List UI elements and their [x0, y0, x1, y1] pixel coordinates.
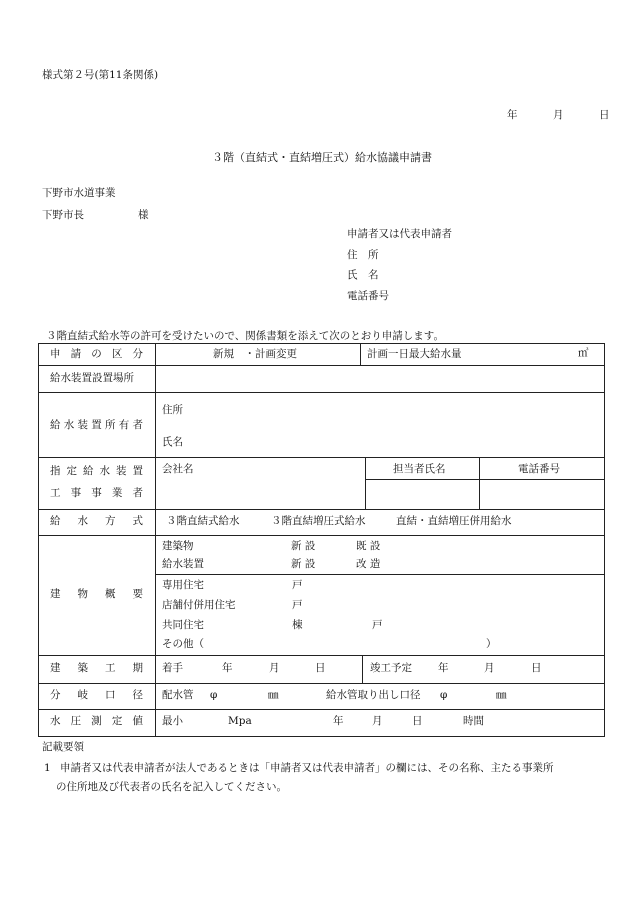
apartment-household-unit: 戸 — [372, 619, 383, 631]
private-house-label: 専用住宅 — [162, 579, 204, 591]
note-1-number: 1 — [44, 762, 51, 774]
supply-device-remodel: 改 造 — [356, 558, 381, 570]
label-char: の — [91, 348, 102, 360]
label-char: 事 — [91, 487, 102, 499]
label-char: 式 — [132, 515, 143, 527]
form-number: 様式第２号(第11条関係) — [42, 69, 159, 81]
label-contractor-1 — [50, 466, 143, 477]
private-house-unit: 戸 — [292, 579, 303, 591]
document-title: ３階（直結式・直結増圧式）給水協議申請書 — [212, 151, 432, 164]
label-char: 申 — [50, 348, 61, 360]
applicant-heading: 申請者又は代表申請者 — [347, 228, 452, 240]
label-char: 有 — [118, 419, 130, 431]
company-name-label: 会社名 — [162, 463, 194, 475]
other-label: その他（ — [162, 638, 204, 650]
date-month: 月 — [553, 109, 564, 121]
label-char: 工 — [105, 662, 116, 674]
date-day: 日 — [599, 109, 610, 121]
label-char: 定 — [66, 465, 77, 477]
label-char: 事 — [70, 487, 82, 499]
label-char: 築 — [77, 662, 88, 674]
date-year: 年 — [507, 109, 518, 121]
application-type-options: 新規 ・計画変更 — [213, 348, 297, 360]
note-1-line-2: の住所地及び代表者の氏名を記入してください。 — [56, 781, 287, 793]
building-existing: 既 設 — [356, 540, 381, 552]
label-char: 置 — [91, 419, 102, 431]
label-char: 値 — [132, 715, 143, 727]
label-char: 区 — [111, 348, 123, 360]
label-char: 装 — [116, 465, 127, 477]
label-char: 定 — [111, 715, 123, 727]
label-char: 岐 — [77, 689, 88, 701]
label-char: 口 — [105, 689, 116, 701]
contractor-phone-label: 電話番号 — [518, 463, 560, 475]
owner-name-label: 氏名 — [162, 436, 183, 448]
label-char: 給 — [50, 419, 61, 431]
label-char: 圧 — [70, 715, 82, 727]
label-char: 装 — [77, 419, 88, 431]
label-char: 物 — [77, 588, 88, 600]
start-month: 月 — [269, 662, 280, 674]
label-char: 者 — [132, 487, 143, 499]
distribution-main-phi: φ — [210, 689, 218, 701]
label-char: 者 — [132, 419, 143, 431]
label-char: 指 — [50, 465, 61, 477]
completion-month: 月 — [484, 662, 495, 674]
completion-label: 竣工予定 — [370, 662, 412, 674]
label-contractor-2 — [50, 488, 143, 499]
label-char: 水 — [99, 465, 110, 477]
label-char: 要 — [132, 588, 143, 600]
label-branch-diameter — [50, 690, 143, 701]
supply-option-combined: 直結・直結増圧併用給水 — [396, 515, 512, 527]
label-char: 工 — [50, 487, 61, 499]
label-char: 水 — [50, 715, 61, 727]
daily-max-supply-unit: ㎥ — [578, 347, 589, 359]
applicant-address-label: 住 所 — [347, 249, 379, 261]
label-application-type — [50, 349, 143, 360]
label-char: 概 — [105, 588, 116, 600]
applicant-name-label: 氏 名 — [347, 269, 379, 281]
label-construction-period — [50, 663, 143, 674]
shop-house-unit: 戸 — [292, 599, 303, 611]
service-pipe-mm: ㎜ — [496, 689, 507, 701]
label-supply-method — [50, 516, 143, 527]
label-char: 建 — [50, 588, 61, 600]
pressure-month: 月 — [372, 715, 383, 727]
label-char: 分 — [50, 689, 61, 701]
addressee-org: 下野市水道事業 — [42, 187, 116, 199]
label-char: 所 — [105, 419, 116, 431]
building-new: 新 設 — [291, 540, 316, 552]
label-char: 給 — [50, 515, 61, 527]
completion-day: 日 — [531, 662, 542, 674]
label-char: 請 — [70, 348, 82, 360]
distribution-main-label: 配水管 — [162, 689, 194, 701]
pressure-min-label: 最小 — [162, 715, 183, 727]
pressure-time: 時間 — [463, 715, 484, 727]
completion-year: 年 — [438, 662, 449, 674]
pressure-year: 年 — [333, 715, 344, 727]
label-char: 測 — [91, 715, 102, 727]
label-char: 給 — [83, 465, 94, 477]
daily-max-supply-label: 計画一日最大給水量 — [367, 348, 462, 360]
addressee-name: 下野市長 — [42, 209, 84, 221]
service-pipe-label: 給水管取り出し口径 — [326, 689, 421, 701]
label-water-pressure — [50, 716, 143, 727]
start-label: 着手 — [162, 662, 183, 674]
supply-device-new: 新 設 — [291, 558, 316, 570]
distribution-main-mm: ㎜ — [268, 689, 279, 701]
label-char: 期 — [132, 662, 143, 674]
label-char: 方 — [105, 515, 116, 527]
start-day: 日 — [315, 662, 326, 674]
applicant-phone-label: 電話番号 — [347, 290, 389, 302]
label-char: 水 — [63, 419, 75, 431]
other-close-paren: ） — [486, 638, 497, 650]
intro-text: ３階直結式給水等の許可を受けたいので、関係書類を添えて次のとおり申請します。 — [46, 330, 444, 342]
apartment-building-unit: 棟 — [292, 619, 303, 631]
service-pipe-phi: φ — [440, 689, 448, 701]
building-label: 建築物 — [162, 540, 194, 552]
label-install-location: 給水装置設置場所 — [50, 372, 134, 384]
label-building-summary — [50, 589, 143, 600]
label-char: 分 — [132, 348, 143, 360]
pressure-day: 日 — [412, 715, 423, 727]
apartment-label: 共同住宅 — [162, 619, 204, 631]
supply-option-booster: ３階直結増圧式給水 — [271, 515, 366, 527]
label-char: 業 — [111, 487, 123, 499]
pressure-unit: Mpa — [228, 715, 252, 727]
notes-heading: 記載要領 — [42, 741, 84, 753]
label-char: 水 — [77, 515, 88, 527]
supply-device-label: 給水装置 — [162, 558, 204, 570]
owner-address-label: 住所 — [162, 404, 183, 416]
note-1-line-1: 申請者又は代表申請者が法人であるときは「申請者又は代表申請者」の欄には、その名称、主たる事業所 — [60, 762, 554, 774]
addressee-honorific: 様 — [138, 209, 149, 221]
supply-option-direct: ３階直結式給水 — [166, 515, 240, 527]
person-in-charge-label: 担当者氏名 — [393, 463, 446, 475]
label-char: 径 — [132, 689, 143, 701]
start-year: 年 — [222, 662, 233, 674]
label-char: 建 — [50, 662, 61, 674]
shop-house-label: 店舗付併用住宅 — [162, 599, 236, 611]
label-owner — [50, 420, 143, 431]
label-char: 置 — [132, 465, 143, 477]
